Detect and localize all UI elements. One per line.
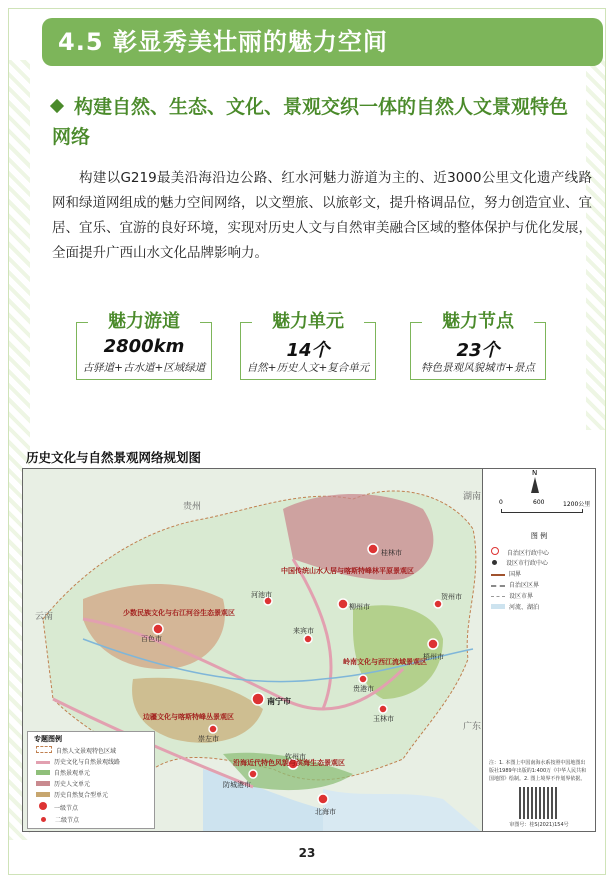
zone-label: 沿海近代特色风貌与滨海生态景观区 bbox=[233, 759, 345, 767]
city-label: 来宾市 bbox=[293, 627, 314, 635]
city-label: 崇左市 bbox=[198, 735, 219, 743]
swatch bbox=[36, 792, 50, 797]
legend-title: 专题图例 bbox=[34, 735, 62, 743]
page-title: 4.5 彰显秀美壮丽的魅力空间 bbox=[58, 28, 388, 56]
node-baise bbox=[153, 624, 163, 634]
legend-label: 设区市界 bbox=[509, 593, 534, 600]
map-note: 注：1. 本图上中国南海水系按照中国地图出版社1989年出版的1:400万《中华人民共和国地图》绘制。2. 图上境界不作划界依据。 bbox=[489, 760, 587, 782]
legend-label: 历史自然复合型单元 bbox=[54, 792, 109, 799]
swatch bbox=[36, 761, 50, 764]
swatch bbox=[36, 746, 52, 753]
legend-label: 国界 bbox=[509, 571, 522, 578]
city-label: 河池市 bbox=[251, 591, 272, 599]
scale-label: 1200公里 bbox=[563, 501, 591, 508]
region-label-guangdong: 广东 bbox=[463, 722, 482, 732]
city-label: 百色市 bbox=[141, 635, 162, 643]
swatch bbox=[36, 770, 50, 775]
stat-card-units bbox=[240, 310, 376, 380]
stat-card-routes bbox=[76, 310, 212, 380]
primary-node-icon bbox=[39, 802, 47, 810]
legend-label: 一级节点 bbox=[54, 805, 79, 812]
swatch bbox=[491, 596, 505, 597]
stat-value: 14个 bbox=[286, 340, 330, 361]
city-label: 南宁市 bbox=[267, 697, 291, 706]
node-yulin bbox=[379, 705, 387, 713]
legend-label: 设区市行政中心 bbox=[506, 560, 549, 567]
city-label: 北海市 bbox=[315, 808, 336, 816]
legend-item bbox=[36, 757, 120, 766]
stat-title: 魅力单元 bbox=[252, 310, 364, 334]
city-label: 玉林市 bbox=[373, 715, 394, 723]
node-fangcheng bbox=[249, 770, 257, 778]
zone-label: 岭南文化与西江流域景观区 bbox=[343, 658, 427, 666]
swatch bbox=[491, 585, 505, 587]
zone-label: 中国传统山水人居与喀斯特峰林平原景观区 bbox=[281, 567, 414, 575]
zone-label: 少数民族文化与右江河谷生态景观区 bbox=[123, 609, 235, 617]
section-heading-text: 构建自然、生态、文化、景观交织一体的自然人文景观特色网络 bbox=[52, 96, 569, 148]
side-legend-item bbox=[491, 547, 549, 557]
north-label: N bbox=[532, 469, 538, 477]
secondary-node-icon bbox=[41, 817, 46, 822]
region-label-hunan: 湖南 bbox=[463, 492, 482, 502]
north-arrow-icon bbox=[531, 477, 539, 493]
node-guilin bbox=[368, 544, 378, 554]
stat-sub: 古驿道+古水道+区域绿道 bbox=[82, 362, 206, 374]
city-label: 防城港市 bbox=[223, 781, 251, 789]
legend-item bbox=[36, 779, 90, 788]
side-legend-item bbox=[491, 558, 548, 567]
stat-value: 23个 bbox=[456, 340, 500, 361]
region-label-yunnan: 云南 bbox=[35, 612, 54, 622]
scale-bar bbox=[501, 509, 583, 513]
side-legend-item bbox=[491, 569, 521, 578]
legend-label: 河流、湖泊 bbox=[509, 604, 540, 611]
region-label-guizhou: 贵州 bbox=[183, 502, 202, 512]
section-heading bbox=[52, 92, 582, 152]
legend-item bbox=[36, 790, 108, 799]
map-title: 历史文化与自然景观网络规划图 bbox=[26, 450, 202, 465]
node-beihai bbox=[318, 794, 328, 804]
legend-label: 历史文化与自然景观线路 bbox=[54, 759, 121, 766]
swatch bbox=[491, 604, 505, 609]
city-label: 贵港市 bbox=[353, 685, 374, 693]
node-chongzuo bbox=[209, 725, 217, 733]
thematic-legend bbox=[27, 731, 155, 829]
side-legend-item bbox=[491, 602, 539, 611]
stat-card-nodes bbox=[410, 310, 546, 380]
side-legend-title: 图 例 bbox=[530, 532, 548, 540]
legend-label: 自然人文景观特色区域 bbox=[56, 748, 117, 755]
city-label: 钦州市 bbox=[285, 753, 306, 761]
node-liuzhou bbox=[338, 599, 348, 609]
city-icon bbox=[492, 560, 497, 565]
map-sidebar bbox=[482, 468, 596, 832]
city-label: 梧州市 bbox=[423, 653, 444, 661]
scale-label: 0 bbox=[499, 499, 503, 506]
legend-item bbox=[36, 768, 90, 777]
stat-sub: 自然+历史人文+复合单元 bbox=[246, 362, 370, 374]
stat-value: 2800km bbox=[103, 336, 185, 357]
node-guigang bbox=[359, 675, 367, 683]
swatch bbox=[36, 781, 50, 786]
legend-item bbox=[36, 802, 78, 812]
legend-label: 自治区区界 bbox=[509, 582, 540, 589]
city-label: 贺州市 bbox=[441, 593, 462, 601]
node-laibin bbox=[304, 635, 312, 643]
legend-label: 自治区行政中心 bbox=[507, 550, 550, 557]
capital-icon bbox=[491, 547, 499, 555]
city-label: 柳州市 bbox=[349, 603, 370, 611]
zone-label: 边疆文化与喀斯特峰丛景观区 bbox=[143, 713, 234, 721]
side-legend-item bbox=[491, 591, 533, 600]
legend-label: 二级节点 bbox=[55, 817, 80, 824]
legend-item bbox=[36, 746, 116, 755]
node-nanning bbox=[252, 693, 264, 705]
swatch bbox=[491, 574, 505, 576]
stat-title: 魅力节点 bbox=[422, 310, 534, 334]
scale-label: 600 bbox=[533, 499, 545, 506]
stat-sub: 特色景观风貌城市+景点 bbox=[421, 362, 535, 374]
body-paragraph: 构建以G219最美沿海沿边公路、红水河魅力游道为主的、近3000公里文化遗产线路网和绿道网组成的魅力空间网络，以文塑旅、以旅彰文，提升格调品位，努力创造宜业、宜居、宜乐、宜游的良好环境，实现对历史人文与自然审美融合区域的整体保护与优化发展，全面提升广西山水文化品牌影响力。 bbox=[52, 170, 592, 261]
diamond-icon bbox=[50, 99, 64, 113]
stat-title: 魅力游道 bbox=[88, 310, 200, 334]
approval-number: 审图号：桂S(2021)154号 bbox=[509, 822, 569, 828]
legend-item bbox=[36, 815, 79, 824]
qr-code bbox=[519, 787, 559, 819]
legend-label: 历史人文单元 bbox=[54, 781, 91, 788]
page-number: 23 bbox=[298, 846, 316, 860]
city-label: 桂林市 bbox=[381, 549, 402, 557]
node-wuzhou bbox=[428, 639, 438, 649]
legend-label: 自然景观单元 bbox=[54, 770, 91, 777]
node-hezhou bbox=[434, 600, 442, 608]
side-legend-item bbox=[491, 580, 539, 589]
